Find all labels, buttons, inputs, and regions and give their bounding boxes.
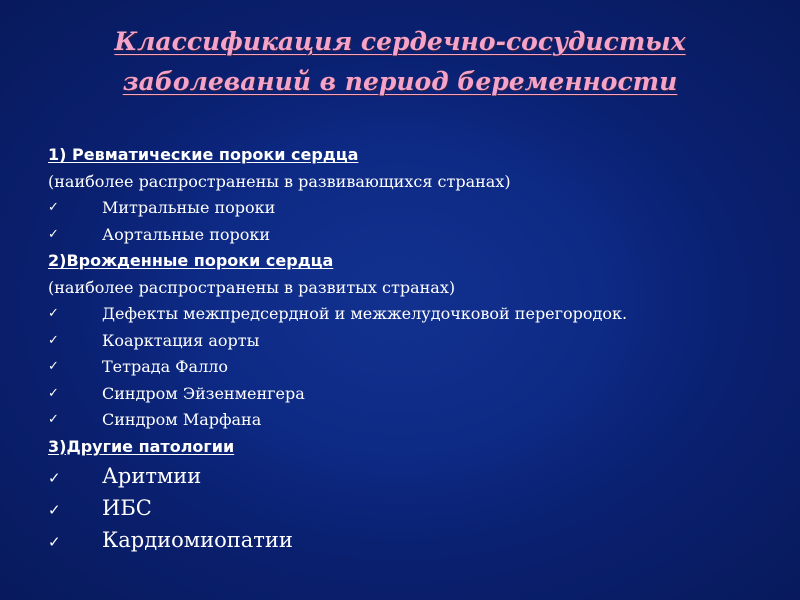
list-item-label: Аритмии (102, 464, 202, 488)
checkmark-icon: ✓ (48, 200, 59, 215)
checkmark-icon: ✓ (48, 412, 59, 427)
list-item (48, 407, 768, 434)
checkmark-icon: ✓ (48, 533, 61, 551)
list-item (48, 524, 768, 556)
section-heading-congenital: 2)Врожденные пороки сердца (48, 251, 334, 270)
slide-title (40, 22, 760, 102)
checkmark-icon: ✓ (48, 359, 59, 374)
list-item-label: Аортальные пороки (102, 224, 271, 244)
list-item-label: Синдром Эйзенменгера (102, 383, 305, 403)
list-item-label: Митральные пороки (102, 198, 276, 217)
list-item (48, 381, 768, 408)
list-item-label: Коарктация аорты (102, 330, 260, 350)
list-item (48, 222, 768, 249)
list-item-label: ИБС (102, 496, 152, 520)
list-item-label: Синдром Марфана (102, 410, 262, 429)
list-item (48, 301, 768, 328)
checkmark-icon: ✓ (48, 385, 59, 401)
list-item (48, 195, 768, 222)
section-heading-rheumatic: 1) Ревматические пороки сердца (48, 145, 359, 164)
list-item (48, 354, 768, 381)
list-item (48, 460, 768, 492)
list-item-label: Тетрада Фалло (102, 357, 229, 376)
slide-content (48, 142, 768, 556)
list-item (48, 328, 768, 355)
section-heading-other: 3)Другие патологии (48, 436, 235, 456)
section-note-congenital: (наиболее распространены в развитых странах) (48, 277, 456, 297)
list-item-label: Дефекты межпредсердной и межжелудочковой перегородок. (102, 304, 628, 323)
checkmark-icon: ✓ (48, 469, 61, 487)
title-line-1: Классификация сердечно-сосудистых (114, 27, 686, 56)
checkmark-icon: ✓ (48, 306, 59, 321)
list-item (48, 492, 768, 524)
checkmark-icon: ✓ (48, 501, 61, 519)
section-note-rheumatic: (наиболее распространены в развивающихся странах) (48, 171, 511, 191)
title-line-2: заболеваний в период беременности (122, 67, 678, 96)
checkmark-icon: ✓ (48, 226, 59, 242)
list-item-label: Кардиомиопатии (102, 528, 293, 552)
checkmark-icon: ✓ (48, 332, 59, 348)
